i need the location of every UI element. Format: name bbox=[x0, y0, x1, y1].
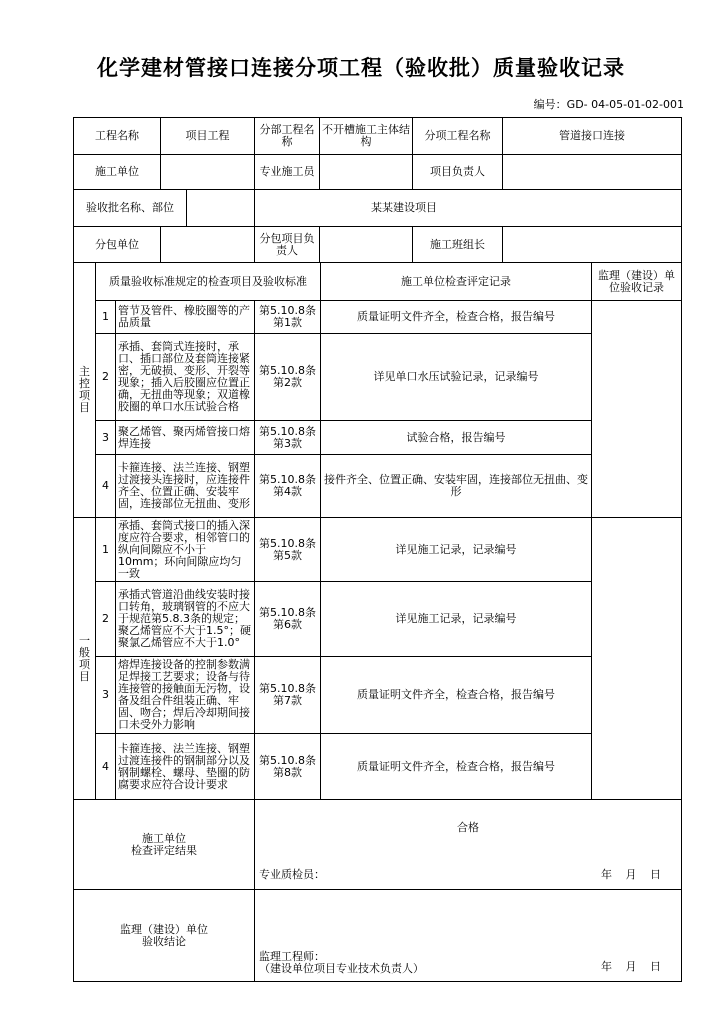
general-items-label: 一 般 项 目 bbox=[74, 518, 96, 800]
header-cell bbox=[74, 190, 255, 227]
item-requirement: 卡箍连接、法兰连接、钢塑过渡连接件的钢制部分以及钢制螺栓、螺母、垫圈的防腐要求应符合设计要求 bbox=[116, 734, 255, 800]
item-clause: 第5.10.8条第7款 bbox=[255, 657, 321, 734]
table-row bbox=[74, 455, 682, 518]
main-items-label: 主 控 项 目 bbox=[74, 263, 96, 518]
engineer-note: （建设单位项目专业技术负责人） bbox=[259, 962, 424, 975]
item-clause: 第5.10.8条第3款 bbox=[255, 421, 321, 455]
table-row bbox=[74, 657, 682, 734]
item-clause: 第5.10.8条第4款 bbox=[255, 455, 321, 518]
team-leader-label: 施工班组长 bbox=[413, 227, 503, 263]
sub-project-label: 分部工程名称 bbox=[255, 118, 320, 154]
engineer-label: 监理工程师： bbox=[259, 950, 325, 963]
item-record: 详见施工记录，记录编号 bbox=[321, 518, 592, 582]
supervisor-signature-block bbox=[259, 951, 424, 975]
contractor-result-label: 施工单位 检查评定结果 bbox=[74, 800, 255, 890]
project-name-value: 项目工程 bbox=[185, 129, 230, 142]
item-record: 质量证明文件齐全，检查合格，报告编号 bbox=[321, 657, 592, 734]
contractor-result-cell bbox=[255, 800, 682, 890]
table-row bbox=[74, 582, 682, 657]
item-requirement: 聚乙烯管、聚丙烯管接口熔焊连接 bbox=[116, 421, 255, 455]
contractor-column-header: 施工单位检查评定记录 bbox=[321, 263, 592, 301]
batch-label: 验收批名称、部位 bbox=[74, 190, 187, 226]
supervisor-date: 年 月 日 bbox=[601, 960, 661, 973]
project-manager-label: 项目负责人 bbox=[413, 155, 503, 190]
supervisor-result-cell bbox=[255, 890, 682, 982]
item-number: 4 bbox=[96, 455, 116, 518]
item-clause: 第5.10.8条第2款 bbox=[255, 334, 321, 421]
item-record: 质量证明文件齐全，检查合格，报告编号 bbox=[321, 734, 592, 800]
item-number: 1 bbox=[96, 301, 116, 334]
item-requirement: 承插式管道沿曲线安装时接口转角，玻璃钢管的不应大于规范第5.8.3条的规定；聚乙烯管应不大于1.5°；硬聚氯乙烯管应不大于1.0° bbox=[116, 582, 255, 657]
project-name-label: 工程名称 bbox=[74, 118, 161, 154]
item-requirement: 熔焊连接设备的控制参数满足焊接工艺要求；设备与待连接管的接触面无污物，设备及组合件组装正确、牢固、吻合；焊后冷却期间接口未受外力影响 bbox=[116, 657, 255, 734]
subcontractor-label: 分包单位 bbox=[74, 227, 161, 262]
supervisor-column-header: 监理（建设）单位验收记录 bbox=[592, 263, 682, 301]
header-cell bbox=[74, 155, 255, 190]
document-number: 编号：GD- 04-05-01-02-001 bbox=[533, 98, 684, 111]
header-cell bbox=[74, 118, 255, 155]
item-requirement: 承插、套筒式连接时，承口、插口部位及套筒连接紧密，无破损、变形、开裂等现象；插入后胶圈应位置正确，无扭曲等现象；双道橡胶圈的单口水压试验合格 bbox=[116, 334, 255, 421]
specialist-value bbox=[320, 155, 412, 189]
item-record: 质量证明文件齐全，检查合格，报告编号 bbox=[321, 301, 592, 334]
sub-manager-value bbox=[320, 227, 412, 262]
sub-manager-label: 分包项目负责人 bbox=[255, 227, 320, 262]
contractor-date: 年 月 日 bbox=[601, 868, 661, 881]
item-number: 1 bbox=[96, 518, 116, 582]
construction-unit-value bbox=[161, 155, 254, 189]
header-cell bbox=[255, 227, 413, 263]
supervisor-result-label: 监理（建设）单位 验收结论 bbox=[74, 890, 255, 982]
item-record: 试验合格，报告编号 bbox=[321, 421, 592, 455]
item-clause: 第5.10.8条第5款 bbox=[255, 518, 321, 582]
supervisor-record-main bbox=[592, 301, 682, 518]
item-number: 2 bbox=[96, 582, 116, 657]
sub-project-value: 不开槽施工主体结构 bbox=[322, 123, 410, 148]
supervisor-record-general bbox=[592, 518, 682, 800]
item-clause: 第5.10.8条第8款 bbox=[255, 734, 321, 800]
table-row bbox=[74, 421, 682, 455]
contractor-result-row bbox=[74, 800, 682, 890]
item-clause: 第5.10.8条第6款 bbox=[255, 582, 321, 657]
item-number: 2 bbox=[96, 334, 116, 421]
header-cell bbox=[74, 227, 255, 263]
supervisor-result-row bbox=[74, 890, 682, 982]
item-requirement: 承插、套筒式接口的插入深度应符合要求，相邻管口的纵向间隙应不小于10mm；环向间隙应均匀一致 bbox=[116, 518, 255, 582]
standard-column-header: 质量验收标准规定的检查项目及验收标准 bbox=[96, 263, 321, 301]
subcontractor-value bbox=[161, 227, 254, 262]
item-record: 详见施工记录，记录编号 bbox=[321, 582, 592, 657]
item-number: 3 bbox=[96, 421, 116, 455]
inspector-label: 专业质检员： bbox=[259, 868, 325, 881]
batch-value: 某某建设项目 bbox=[255, 190, 682, 227]
table-row bbox=[74, 334, 682, 421]
item-clause: 第5.10.8条第1款 bbox=[255, 301, 321, 334]
item-number: 4 bbox=[96, 734, 116, 800]
table-row bbox=[74, 734, 682, 800]
header-cell bbox=[255, 155, 413, 190]
item-number: 3 bbox=[96, 657, 116, 734]
table-row bbox=[74, 518, 682, 582]
project-manager-value bbox=[503, 155, 682, 190]
item-project-value: 管道接口连接 bbox=[503, 118, 682, 155]
team-leader-value bbox=[503, 227, 682, 263]
item-project-label: 分项工程名称 bbox=[413, 118, 503, 155]
item-record: 接件齐全、位置正确、安装牢固，连接部位无扭曲、变形 bbox=[321, 455, 592, 518]
page-title: 化学建材管接口连接分项工程（验收批）质量验收记录 bbox=[97, 56, 625, 80]
item-requirement: 卡箍连接、法兰连接、钢塑过渡接头连接时，应连接件齐全、位置正确、安装牢固，连接部位无扭曲、变形 bbox=[116, 455, 255, 518]
table-row bbox=[74, 301, 682, 334]
item-record: 详见单口水压试验记录，记录编号 bbox=[321, 334, 592, 421]
item-requirement: 管节及管件、橡胶圈等的产品质量 bbox=[116, 301, 255, 334]
construction-unit-label: 施工单位 bbox=[74, 155, 161, 189]
contractor-result-text: 合格 bbox=[457, 821, 479, 834]
header-cell bbox=[255, 118, 413, 155]
acceptance-form-table bbox=[73, 117, 682, 982]
specialist-label: 专业施工员 bbox=[255, 155, 320, 189]
